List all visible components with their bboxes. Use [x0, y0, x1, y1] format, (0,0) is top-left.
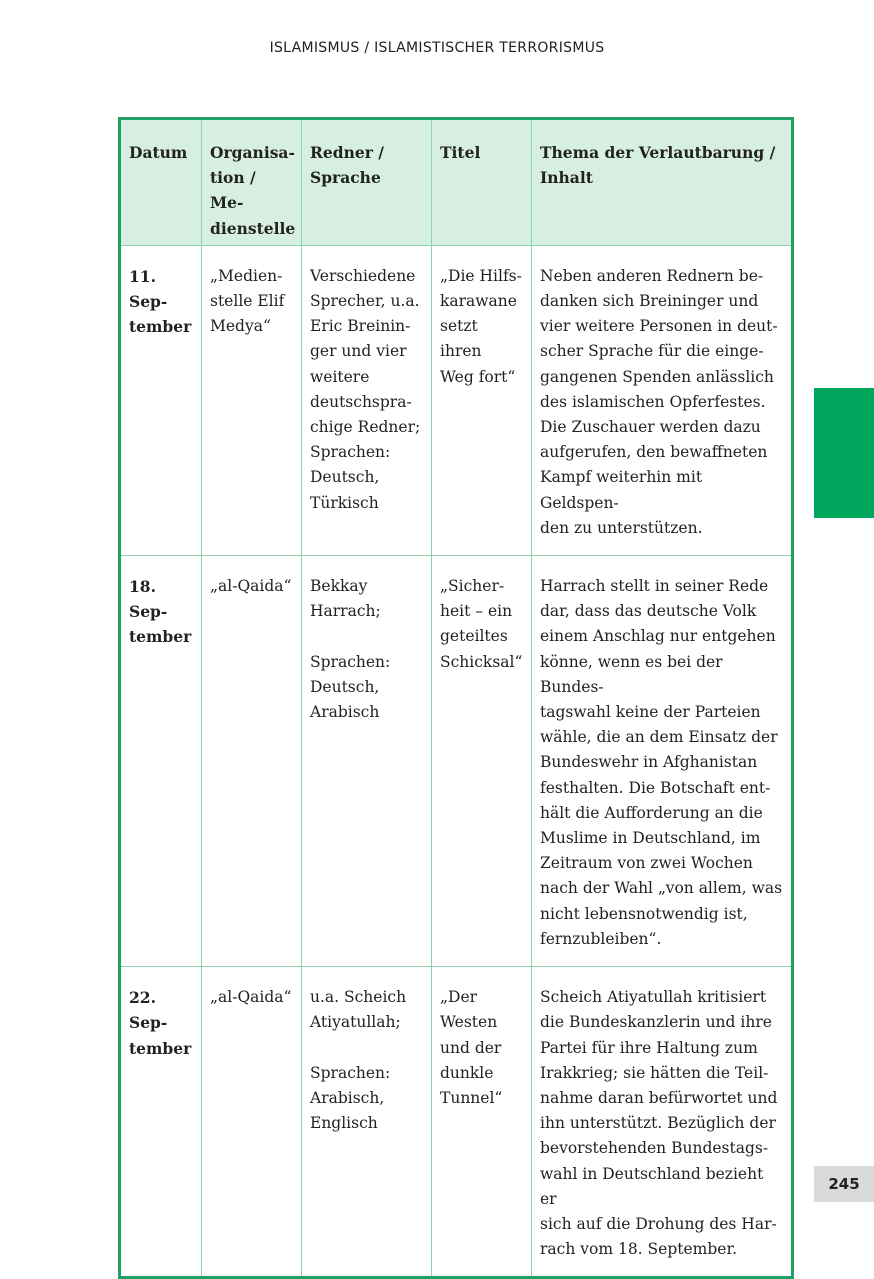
cell-inhalt: Scheich Atiyatullah kritisiert die Bundeskanzlerin und ihre Partei für ihre Haltung zum Irakkrieg; sie hätten die Teil- nahme daran befürwortet und ihn unterstützt. Bezüglich der bevorstehenden Bundestags- wahl in Deutschland bezieht er sich auf die Drohung des Har- rach vom 18. September. [532, 967, 793, 1278]
page-number: 245 [814, 1166, 874, 1202]
table-header-row [120, 119, 793, 246]
cell-datum: 11. Sep- tember [120, 245, 202, 555]
running-head: ISLAMISMUS / ISLAMISTISCHER TERRORISMUS [269, 40, 605, 56]
table-row [120, 245, 793, 555]
table-row [120, 556, 793, 967]
cell-organisation: „al-Qaida“ [202, 556, 302, 967]
cell-titel: „Sicher- heit – ein geteiltes Schicksal“ [432, 556, 532, 967]
cell-redner: u.a. Scheich Atiyatullah; Sprachen: Arabisch, Englisch [302, 967, 432, 1278]
cell-inhalt: Harrach stellt in seiner Rede dar, dass das deutsche Volk einem Anschlag nur entgehen könne, wenn es bei der Bundes- tagswahl keine der Parteien wähle, die an dem Einsatz der Bundeswehr in Afghanistan festhalten. Die Botschaft ent- hält die Aufforderung an die Muslime in Deutschland, im Zeitraum von zwei Wochen nach der Wahl „von allem, was nicht lebensnotwendig ist, fernzubleiben“. [532, 556, 793, 967]
cell-inhalt: Neben anderen Rednern be- danken sich Breininger und vier weitere Personen in deut- scher Sprache für die einge- gangenen Spenden anlässlich des islamischen Opferfestes. Die Zuschauer werden dazu aufgerufen, den bewaffneten Kampf weiterhin mit Geldspen- den zu unterstützen. [532, 245, 793, 555]
cell-datum: 18. Sep- tember [120, 556, 202, 967]
table-row [120, 967, 793, 1278]
announcements-table [118, 117, 794, 1279]
cell-redner: Verschiedene Sprecher, u.a. Eric Breinin- ger und vier weitere deutschspra- chige Redner; Sprachen: Deutsch, Türkisch [302, 245, 432, 555]
chapter-tab-marker [814, 388, 874, 518]
cell-titel: „Der Westen und der dunkle Tunnel“ [432, 967, 532, 1278]
cell-organisation: „al-Qaida“ [202, 967, 302, 1278]
cell-titel: „Die Hilfs- karawane setzt ihren Weg fort“ [432, 245, 532, 555]
header-datum: Datum [120, 119, 202, 246]
header-organisation: Organisa- tion / Me- dienstelle [202, 119, 302, 246]
header-redner: Redner / Sprache [302, 119, 432, 246]
cell-redner: Bekkay Harrach; Sprachen: Deutsch, Arabisch [302, 556, 432, 967]
header-inhalt: Thema der Verlautbarung / Inhalt [532, 119, 793, 246]
header-titel: Titel [432, 119, 532, 246]
cell-organisation: „Medien- stelle Elif Medya“ [202, 245, 302, 555]
cell-datum: 22. Sep- tember [120, 967, 202, 1278]
